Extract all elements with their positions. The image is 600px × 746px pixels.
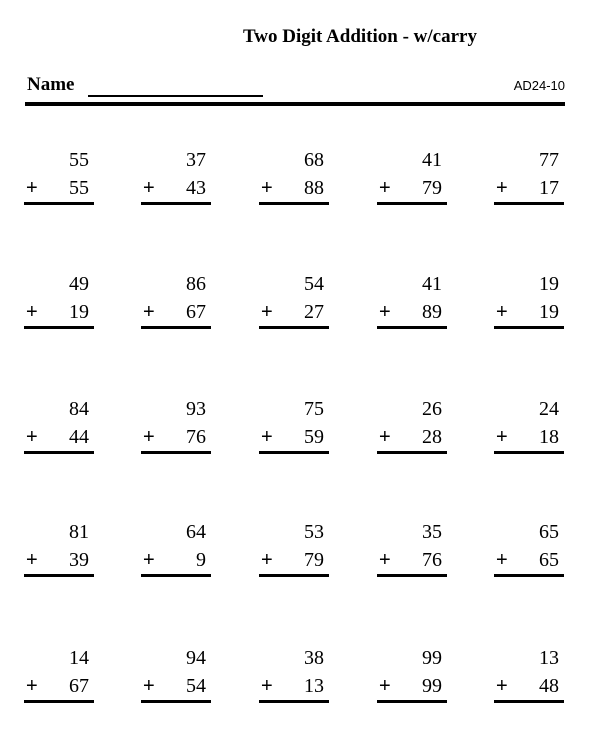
- addend-bottom: 39: [69, 549, 89, 571]
- addend-top: 84: [69, 398, 89, 420]
- plus-sign: +: [379, 675, 391, 697]
- addend-top: 53: [304, 521, 324, 543]
- addend-top: 41: [422, 149, 442, 171]
- answer-line: [494, 700, 564, 703]
- addend-top: 86: [186, 273, 206, 295]
- addend-bottom: 76: [186, 426, 206, 448]
- answer-line: [377, 574, 447, 577]
- addend-top: 68: [304, 149, 324, 171]
- plus-sign: +: [143, 426, 155, 448]
- addend-bottom: 67: [69, 675, 89, 697]
- problem-r3-c1: [24, 399, 94, 459]
- addend-bottom: 19: [69, 301, 89, 323]
- plus-sign: +: [261, 301, 273, 323]
- worksheet-title: Two Digit Addition - w/carry: [243, 26, 477, 47]
- addend-top: 64: [186, 521, 206, 543]
- answer-line: [377, 202, 447, 205]
- problem-r1-c1: [24, 150, 94, 210]
- addend-top: 37: [186, 149, 206, 171]
- addend-bottom: 59: [304, 426, 324, 448]
- problem-r4-c5: [494, 522, 564, 582]
- plus-sign: +: [496, 549, 508, 571]
- plus-sign: +: [26, 177, 38, 199]
- problem-r4-c3: [259, 522, 329, 582]
- plus-sign: +: [143, 549, 155, 571]
- addend-top: 49: [69, 273, 89, 295]
- answer-line: [141, 326, 211, 329]
- problem-r2-c4: [377, 274, 447, 334]
- answer-line: [141, 700, 211, 703]
- answer-line: [141, 451, 211, 454]
- answer-line: [259, 451, 329, 454]
- addend-bottom: 19: [539, 301, 559, 323]
- answer-line: [494, 574, 564, 577]
- problem-r3-c5: [494, 399, 564, 459]
- plus-sign: +: [26, 301, 38, 323]
- problem-r2-c3: [259, 274, 329, 334]
- plus-sign: +: [379, 549, 391, 571]
- addend-bottom: 67: [186, 301, 206, 323]
- plus-sign: +: [261, 177, 273, 199]
- addend-bottom: 48: [539, 675, 559, 697]
- addend-bottom: 18: [539, 426, 559, 448]
- addend-bottom: 76: [422, 549, 442, 571]
- plus-sign: +: [261, 675, 273, 697]
- addend-top: 38: [304, 647, 324, 669]
- addend-top: 19: [539, 273, 559, 295]
- addend-top: 41: [422, 273, 442, 295]
- worksheet-code: AD24-10: [513, 78, 565, 93]
- plus-sign: +: [261, 426, 273, 448]
- answer-line: [494, 451, 564, 454]
- answer-line: [377, 451, 447, 454]
- addend-top: 54: [304, 273, 324, 295]
- addend-bottom: 13: [304, 675, 324, 697]
- addend-top: 13: [539, 647, 559, 669]
- problem-r3-c3: [259, 399, 329, 459]
- answer-line: [24, 700, 94, 703]
- answer-line: [141, 574, 211, 577]
- addend-top: 94: [186, 647, 206, 669]
- addend-top: 75: [304, 398, 324, 420]
- problem-r3-c4: [377, 399, 447, 459]
- addend-bottom: 99: [422, 675, 442, 697]
- answer-line: [494, 326, 564, 329]
- problem-r3-c2: [141, 399, 211, 459]
- problem-r2-c1: [24, 274, 94, 334]
- answer-line: [259, 700, 329, 703]
- problem-r4-c1: [24, 522, 94, 582]
- addend-top: 77: [539, 149, 559, 171]
- answer-line: [24, 202, 94, 205]
- problem-r1-c5: [494, 150, 564, 210]
- addend-bottom: 44: [69, 426, 89, 448]
- name-label: Name: [27, 74, 75, 95]
- answer-line: [24, 451, 94, 454]
- addend-bottom: 55: [69, 177, 89, 199]
- problem-r2-c2: [141, 274, 211, 334]
- addend-bottom: 28: [422, 426, 442, 448]
- addend-top: 55: [69, 149, 89, 171]
- problem-r4-c4: [377, 522, 447, 582]
- answer-line: [141, 202, 211, 205]
- addend-top: 65: [539, 521, 559, 543]
- plus-sign: +: [379, 426, 391, 448]
- problem-r5-c5: [494, 648, 564, 708]
- problem-r4-c2: [141, 522, 211, 582]
- plus-sign: +: [26, 426, 38, 448]
- plus-sign: +: [496, 675, 508, 697]
- problem-r1-c2: [141, 150, 211, 210]
- answer-line: [24, 574, 94, 577]
- addend-bottom: 79: [422, 177, 442, 199]
- answer-line: [377, 700, 447, 703]
- addend-bottom: 79: [304, 549, 324, 571]
- plus-sign: +: [496, 426, 508, 448]
- plus-sign: +: [379, 177, 391, 199]
- problem-r5-c2: [141, 648, 211, 708]
- addend-top: 26: [422, 398, 442, 420]
- problem-r5-c3: [259, 648, 329, 708]
- addend-bottom: 17: [539, 177, 559, 199]
- addend-bottom: 65: [539, 549, 559, 571]
- addend-bottom: 88: [304, 177, 324, 199]
- answer-line: [494, 202, 564, 205]
- addend-top: 24: [539, 398, 559, 420]
- addend-bottom: 9: [196, 549, 206, 571]
- plus-sign: +: [496, 301, 508, 323]
- plus-sign: +: [261, 549, 273, 571]
- addend-top: 93: [186, 398, 206, 420]
- addend-bottom: 89: [422, 301, 442, 323]
- addend-top: 81: [69, 521, 89, 543]
- addend-top: 35: [422, 521, 442, 543]
- problem-r5-c4: [377, 648, 447, 708]
- addend-bottom: 27: [304, 301, 324, 323]
- plus-sign: +: [26, 549, 38, 571]
- addend-top: 99: [422, 647, 442, 669]
- problem-r1-c3: [259, 150, 329, 210]
- addend-bottom: 54: [186, 675, 206, 697]
- addend-bottom: 43: [186, 177, 206, 199]
- answer-line: [24, 326, 94, 329]
- addend-top: 14: [69, 647, 89, 669]
- plus-sign: +: [143, 301, 155, 323]
- problem-r5-c1: [24, 648, 94, 708]
- problem-r2-c5: [494, 274, 564, 334]
- answer-line: [259, 326, 329, 329]
- plus-sign: +: [143, 675, 155, 697]
- problem-r1-c4: [377, 150, 447, 210]
- plus-sign: +: [379, 301, 391, 323]
- plus-sign: +: [26, 675, 38, 697]
- answer-line: [259, 202, 329, 205]
- plus-sign: +: [143, 177, 155, 199]
- answer-line: [377, 326, 447, 329]
- plus-sign: +: [496, 177, 508, 199]
- answer-line: [259, 574, 329, 577]
